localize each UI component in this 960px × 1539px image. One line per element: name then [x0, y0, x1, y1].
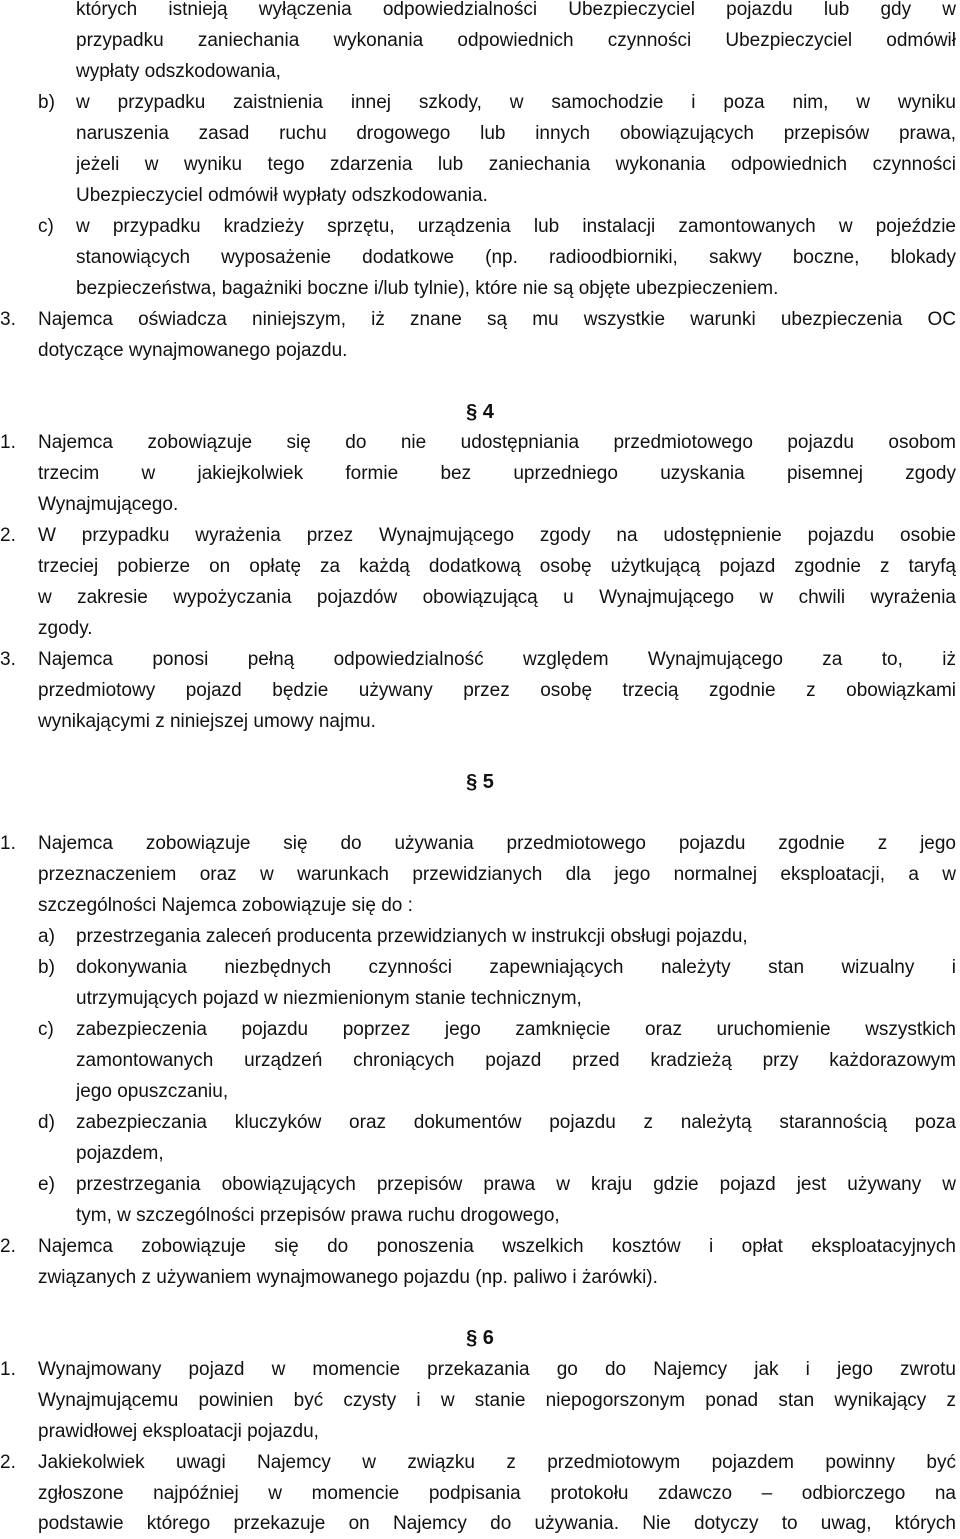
- text: Najemca zobowiązuje się do nie udostępniania przedmiotowego pojazdu osobom: [38, 432, 956, 453]
- line: [0, 520, 960, 551]
- text: zgłoszone najpóźniej w momencie podpisania protokołu zdawczo – odbiorczego na: [38, 1483, 956, 1504]
- text: przestrzegania zaleceń producenta przewidzianych w instrukcji obsługi pojazdu,: [76, 926, 748, 947]
- text: utrzymujących pojazd w niezmienionym stanie technicznym,: [76, 988, 582, 1009]
- text: przeznaczeniem oraz w warunkach przewidzianych dla jego normalnej eksploatacji, a w: [38, 864, 956, 885]
- text: stanowiących wyposażenie dodatkowe (np. radioodbiorniki, sakwy boczne, blokady: [76, 247, 956, 268]
- text: których istnieją wyłączenia odpowiedzialności Ubezpieczyciel pojazdu lub gdy w: [76, 0, 956, 20]
- line: [0, 675, 960, 706]
- text: Wynajmującego.: [38, 494, 179, 515]
- item-number: 2.: [0, 1236, 16, 1257]
- line: [0, 56, 960, 87]
- line: [0, 1014, 960, 1045]
- line: [0, 921, 960, 952]
- item-number: 2.: [0, 1452, 16, 1473]
- text: trzeciej pobierze on opłatę za każdą dodatkową osobę użytkującą pojazd zgodnie z taryfą: [38, 556, 956, 577]
- line: [0, 952, 960, 983]
- line: [0, 427, 960, 458]
- text: naruszenia zasad ruchu drogowego lub innych obowiązujących przepisów prawa,: [76, 123, 956, 144]
- item-label: e): [38, 1174, 55, 1195]
- text: Ubezpieczyciel odmówił wypłaty odszkodowania.: [76, 185, 488, 206]
- line: [0, 1508, 960, 1539]
- text: Najemca oświadcza niniejszym, iż znane są mu wszystkie warunki ubezpieczenia OC: [38, 309, 956, 330]
- item-label: c): [38, 216, 54, 237]
- line: [0, 828, 960, 859]
- text: Najemca ponosi pełną odpowiedzialność względem Wynajmującego za to, iż: [38, 649, 956, 670]
- text: Najemca zobowiązuje się do ponoszenia wszelkich kosztów i opłat eksploatacyjnych: [38, 1236, 956, 1257]
- item-number: 3.: [0, 309, 16, 330]
- section-heading: § 5: [466, 771, 494, 793]
- text: Jakiekolwiek uwagi Najemcy w związku z przedmiotowym pojazdem powinny być: [38, 1452, 956, 1473]
- item-label: b): [38, 957, 55, 978]
- text: pojazdem,: [76, 1143, 164, 1164]
- line: [0, 1107, 960, 1138]
- line: [0, 1169, 960, 1200]
- line: [0, 304, 960, 335]
- line: [0, 25, 960, 56]
- line: [0, 1416, 960, 1447]
- text: W przypadku wyrażenia przez Wynajmującego zgody na udostępnienie pojazdu osobie: [38, 525, 956, 546]
- text: zamontowanych urządzeń chroniących pojazd przed kradzieżą przy każdorazowym: [76, 1050, 956, 1071]
- text: zabezpieczenia pojazdu poprzez jego zamknięcie oraz uruchomienie wszystkich: [76, 1019, 956, 1040]
- line: [0, 551, 960, 582]
- item-number: 2.: [0, 525, 16, 546]
- item-number: 1.: [0, 833, 16, 854]
- item-label: d): [38, 1112, 55, 1133]
- text: jeżeli w wyniku tego zdarzenia lub zaniechania wykonania odpowiednich czynności: [76, 154, 956, 175]
- line: [0, 458, 960, 489]
- line: [0, 87, 960, 118]
- line: [0, 180, 960, 211]
- text: tym, w szczególności przepisów prawa ruchu drogowego,: [76, 1205, 560, 1226]
- text: zabezpieczania kluczyków oraz dokumentów pojazdu z należytą starannością poza: [76, 1112, 956, 1133]
- line: [0, 1478, 960, 1509]
- item-number: 1.: [0, 1359, 16, 1380]
- text: w przypadku kradzieży sprzętu, urządzenia lub instalacji zamontowanych w pojeździe: [76, 216, 956, 237]
- line: [0, 1045, 960, 1076]
- text: jego opuszczaniu,: [76, 1081, 229, 1102]
- line: [0, 859, 960, 890]
- line: [0, 1231, 960, 1262]
- line: [0, 118, 960, 149]
- line: [0, 335, 960, 366]
- text: przypadku zaniechania wykonania odpowiednich czynności Ubezpieczyciel odmówił: [76, 30, 956, 51]
- line: [0, 890, 960, 921]
- text: dotyczące wynajmowanego pojazdu.: [38, 340, 348, 361]
- line: [0, 1138, 960, 1169]
- line: [0, 582, 960, 613]
- text: w zakresie wypożyczania pojazdów obowiązującą u Wynajmującego w chwili wyrażenia: [38, 587, 956, 608]
- line: [0, 242, 960, 273]
- item-number: 1.: [0, 432, 16, 453]
- text: trzecim w jakiejkolwiek formie bez uprzedniego uzyskania pisemnej zgody: [38, 463, 956, 484]
- text: Najemca zobowiązuje się do używania przedmiotowego pojazdu zgodnie z jego: [38, 833, 956, 854]
- text: przedmiotowy pojazd będzie używany przez osobę trzecią zgodnie z obowiązkami: [38, 680, 956, 701]
- line: [0, 1262, 960, 1293]
- text: przestrzegania obowiązujących przepisów prawa w kraju gdzie pojazd jest używany w: [76, 1174, 956, 1195]
- line: [0, 0, 960, 25]
- line: [0, 273, 960, 304]
- text: podstawie którego przekazuje on Najemcy do używania. Nie dotyczy to uwag, których: [38, 1513, 956, 1534]
- text: prawidłowej eksploatacji pojazdu,: [38, 1421, 319, 1442]
- text: Wynajmowany pojazd w momencie przekazania go do Najemcy jak i jego zwrotu: [38, 1359, 956, 1380]
- line: [0, 1385, 960, 1416]
- line: [0, 983, 960, 1014]
- line: [0, 211, 960, 242]
- line: [0, 149, 960, 180]
- line: [0, 1447, 960, 1478]
- item-label: c): [38, 1019, 54, 1040]
- line: [0, 613, 960, 644]
- text: szczególności Najemca zobowiązuje się do :: [38, 895, 413, 916]
- text: dokonywania niezbędnych czynności zapewniających należyty stan wizualny i: [76, 957, 956, 978]
- text: związanych z używaniem wynajmowanego pojazdu (np. paliwo i żarówki).: [38, 1267, 658, 1288]
- line: [0, 489, 960, 520]
- text: zgody.: [38, 618, 93, 639]
- text: wynikającymi z niniejszej umowy najmu.: [38, 711, 376, 732]
- item-label: b): [38, 92, 55, 113]
- text: Wynajmującemu powinien być czysty i w stanie niepogorszonym ponad stan wynikający z: [38, 1390, 956, 1411]
- line: [0, 706, 960, 737]
- line: [0, 1076, 960, 1107]
- section-heading: § 4: [466, 401, 494, 423]
- text: bezpieczeństwa, bagażniki boczne i/lub tylnie), które nie są objęte ubezpieczeniem.: [76, 278, 779, 299]
- line: [0, 1354, 960, 1385]
- text: w przypadku zaistnienia innej szkody, w samochodzie i poza nim, w wyniku: [76, 92, 956, 113]
- item-number: 3.: [0, 649, 16, 670]
- line: [0, 644, 960, 675]
- section-heading: § 6: [466, 1327, 494, 1349]
- line: [0, 1200, 960, 1231]
- text: wypłaty odszkodowania,: [76, 61, 281, 82]
- item-label: a): [38, 926, 55, 947]
